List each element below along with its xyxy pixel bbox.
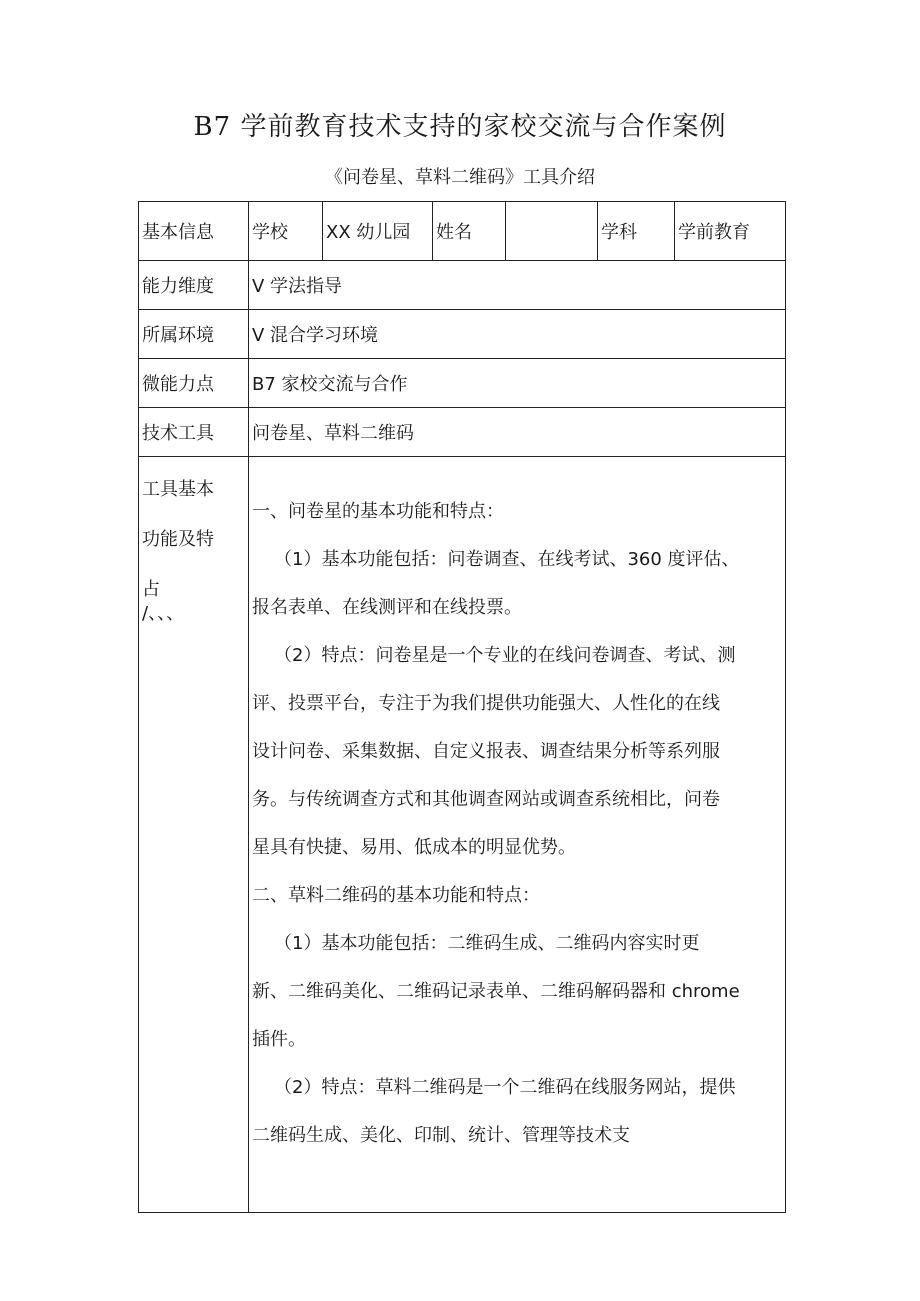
table-row: [139, 408, 786, 457]
paragraph: 一、问卷星的基本功能和特点：: [252, 501, 504, 522]
paragraph: （2）特点：问卷星是一个专业的在线问卷调查、考试、测: [274, 645, 736, 666]
row-label: 技术工具: [139, 408, 249, 457]
paragraph: 星具有快捷、易用、低成本的明显优势。: [252, 837, 576, 858]
name-label: 姓名: [433, 202, 506, 261]
features-row: [139, 457, 786, 1213]
paragraph: 务。与传统调查方式和其他调查网站或调查系统相比，问卷: [252, 789, 720, 810]
name-value: [506, 202, 598, 261]
paragraph: 插件。: [252, 1029, 306, 1050]
subject-value: 学前教育: [675, 202, 786, 261]
paragraph: 评、投票平台，专注于为我们提供功能强大、人性化的在线: [252, 693, 720, 714]
basic-info-row: [139, 202, 786, 261]
paragraph: 二维码生成、美化、印制、统计、管理等技术支: [252, 1125, 630, 1146]
info-table: [138, 201, 786, 1213]
row-label: 微能力点: [139, 359, 249, 408]
document-subtitle: 《问卷星、草料二维码》工具介绍: [325, 167, 595, 188]
features-label-line: /、、、: [142, 603, 185, 624]
features-label-line: 占: [142, 579, 160, 600]
subject-label: 学科: [598, 202, 675, 261]
paragraph: 新、二维码美化、二维码记录表单、二维码解码器和 chrome: [252, 981, 740, 1002]
school-label: 学校: [249, 202, 323, 261]
row-label: 所属环境: [139, 310, 249, 359]
row-value: V 混合学习环境: [249, 310, 786, 359]
row-value: V 学法指导: [249, 261, 786, 310]
table-row: [139, 310, 786, 359]
features-content: [249, 457, 786, 1213]
school-value: XX 幼儿园: [323, 202, 433, 261]
table-row: [139, 359, 786, 408]
paragraph: （2）特点：草料二维码是一个二维码在线服务网站，提供: [274, 1077, 736, 1098]
features-label-line: 功能及特: [142, 529, 214, 550]
features-label-line: 工具基本: [142, 479, 214, 500]
row-value: B7 家校交流与合作: [249, 359, 786, 408]
basic-info-label: 基本信息: [139, 202, 249, 261]
paragraph: 设计问卷、采集数据、自定义报表、调查结果分析等系列服: [252, 741, 720, 762]
paragraph: （1）基本功能包括：二维码生成、二维码内容实时更: [274, 933, 700, 954]
features-label: [139, 457, 249, 1213]
paragraph: （1）基本功能包括：问卷调查、在线考试、360 度评估、: [274, 549, 740, 570]
document-title: B7 学前教育技术支持的家校交流与合作案例: [193, 112, 727, 142]
table-row: [139, 261, 786, 310]
paragraph: 报名表单、在线测评和在线投票。: [252, 597, 522, 618]
row-label: 能力维度: [139, 261, 249, 310]
paragraph: 二、草料二维码的基本功能和特点：: [252, 885, 540, 906]
row-value: 问卷星、草料二维码: [249, 408, 786, 457]
